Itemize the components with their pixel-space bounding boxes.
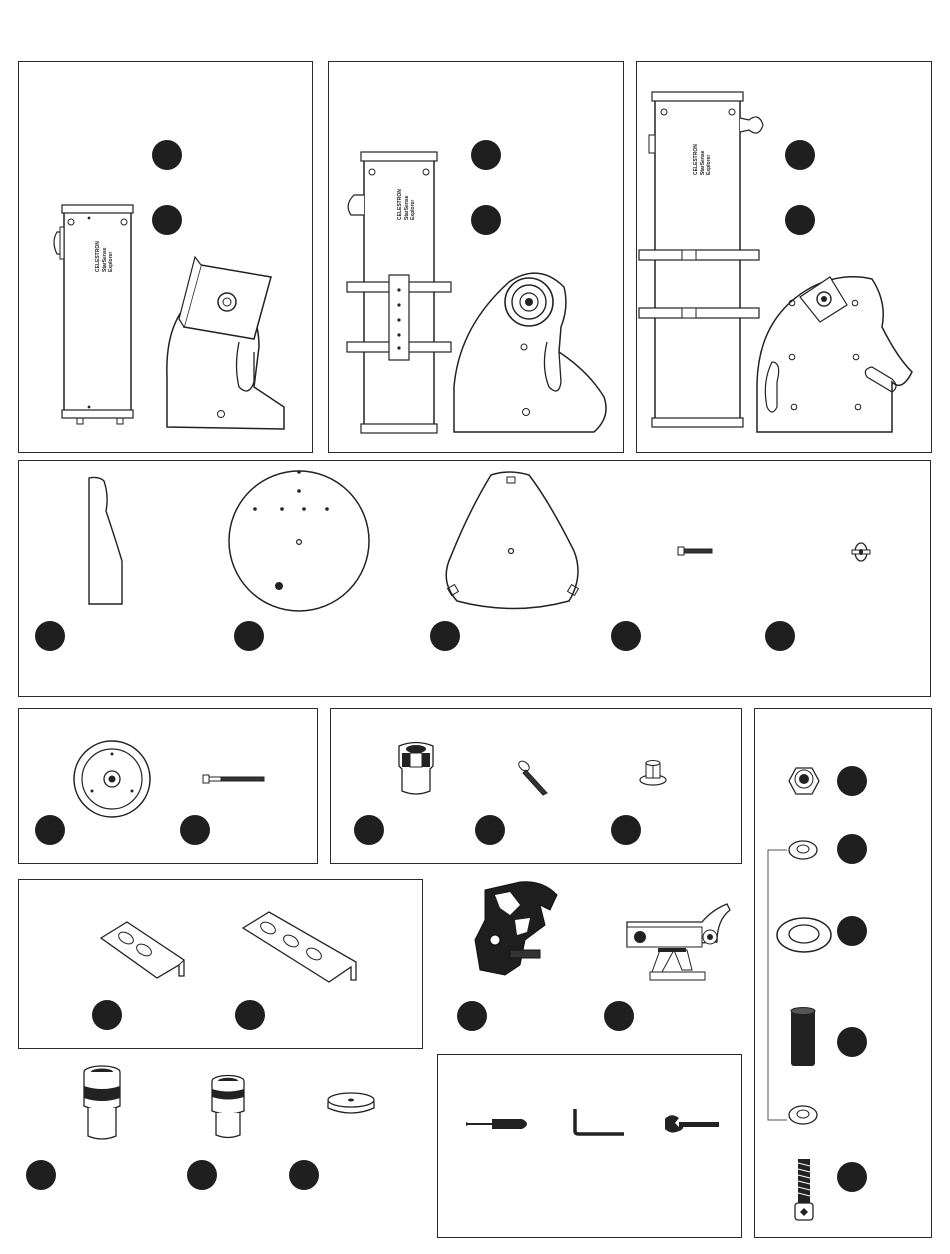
allen-key-icon xyxy=(572,1107,627,1137)
azimuth-disk-illustration xyxy=(72,739,152,819)
callout-marker xyxy=(785,140,815,170)
callout-marker xyxy=(187,1160,217,1190)
callout-marker xyxy=(837,834,867,864)
svg-text:Explorer: Explorer xyxy=(108,251,114,272)
wood-screw-illustration xyxy=(517,759,552,797)
connector-bracket-line xyxy=(767,849,789,1121)
panel-azimuth-bearing xyxy=(18,708,318,864)
small-eyepiece-rack-illustration xyxy=(99,920,189,980)
long-bolt-illustration xyxy=(202,773,267,785)
callout-marker xyxy=(26,1160,56,1190)
callout-marker xyxy=(235,1000,265,1030)
callout-marker xyxy=(475,815,505,845)
ball-bearing-illustration xyxy=(849,541,873,563)
bottom-washer-illustration xyxy=(787,1104,819,1126)
callout-marker xyxy=(35,815,65,845)
rocker-side-small-illustration xyxy=(159,257,314,437)
callout-marker xyxy=(604,1001,634,1031)
hex-nut-flange-illustration xyxy=(639,757,667,787)
optical-tube-medium-illustration xyxy=(339,150,449,435)
callout-marker xyxy=(234,621,264,651)
small-screw-illustration xyxy=(677,545,717,557)
large-eyepiece-rack-illustration xyxy=(241,910,361,985)
panel-medium-telescope xyxy=(328,61,624,453)
svg-text:Explorer: Explorer xyxy=(706,154,712,175)
top-baseplate-illustration xyxy=(439,471,589,616)
panel-base-components xyxy=(18,460,931,697)
callout-marker xyxy=(837,1027,867,1057)
callout-marker xyxy=(180,815,210,845)
eyepiece-small-illustration xyxy=(207,1073,249,1143)
rocker-side-large-illustration xyxy=(752,267,917,437)
callout-marker xyxy=(354,815,384,845)
foot-illustration xyxy=(396,741,436,796)
panel-tools xyxy=(437,1054,742,1238)
eyepiece-large-illustration xyxy=(78,1064,126,1144)
phone-dock-illustration xyxy=(465,880,565,985)
callout-marker xyxy=(837,766,867,796)
callout-marker xyxy=(765,621,795,651)
spacer-tube-illustration xyxy=(789,1006,817,1070)
dust-cap-illustration xyxy=(326,1088,376,1118)
panel-feet-hardware xyxy=(330,708,742,864)
lock-nut-illustration xyxy=(788,765,820,797)
callout-marker xyxy=(471,205,501,235)
svg-text:CELESTRON: CELESTRON xyxy=(693,144,699,175)
svg-text:Explorer: Explorer xyxy=(410,199,416,220)
svg-text:StarSense: StarSense xyxy=(102,247,108,272)
callout-marker xyxy=(837,916,867,946)
screwdriver-icon xyxy=(464,1115,534,1133)
callout-marker xyxy=(611,815,641,845)
optical-tube-small-illustration xyxy=(49,202,139,437)
front-panel-illustration xyxy=(84,476,129,606)
callout-marker xyxy=(92,1000,122,1030)
red-dot-finder-illustration xyxy=(622,902,732,990)
callout-marker xyxy=(785,205,815,235)
callout-marker xyxy=(611,621,641,651)
panel-eyepiece-racks xyxy=(18,879,423,1049)
socket-bolt-illustration xyxy=(793,1157,815,1223)
small-washer-illustration xyxy=(787,839,819,861)
callout-marker xyxy=(289,1160,319,1190)
callout-marker xyxy=(471,140,501,170)
ground-baseplate-illustration xyxy=(227,469,372,614)
panel-large-telescope xyxy=(636,61,932,453)
callout-marker xyxy=(152,205,182,235)
callout-marker xyxy=(152,140,182,170)
svg-text:StarSense: StarSense xyxy=(404,195,410,220)
callout-marker xyxy=(430,621,460,651)
callout-marker xyxy=(35,621,65,651)
svg-text:StarSense: StarSense xyxy=(700,150,706,175)
wrench-icon xyxy=(661,1113,721,1137)
rocker-side-medium-illustration xyxy=(449,267,619,437)
callout-marker xyxy=(837,1162,867,1192)
callout-marker xyxy=(457,1001,487,1031)
panel-small-telescope xyxy=(18,61,313,453)
panel-fasteners-column xyxy=(754,708,932,1238)
svg-text:CELESTRON: CELESTRON xyxy=(397,189,403,220)
tube-brand-text: CELESTRON xyxy=(95,241,101,272)
